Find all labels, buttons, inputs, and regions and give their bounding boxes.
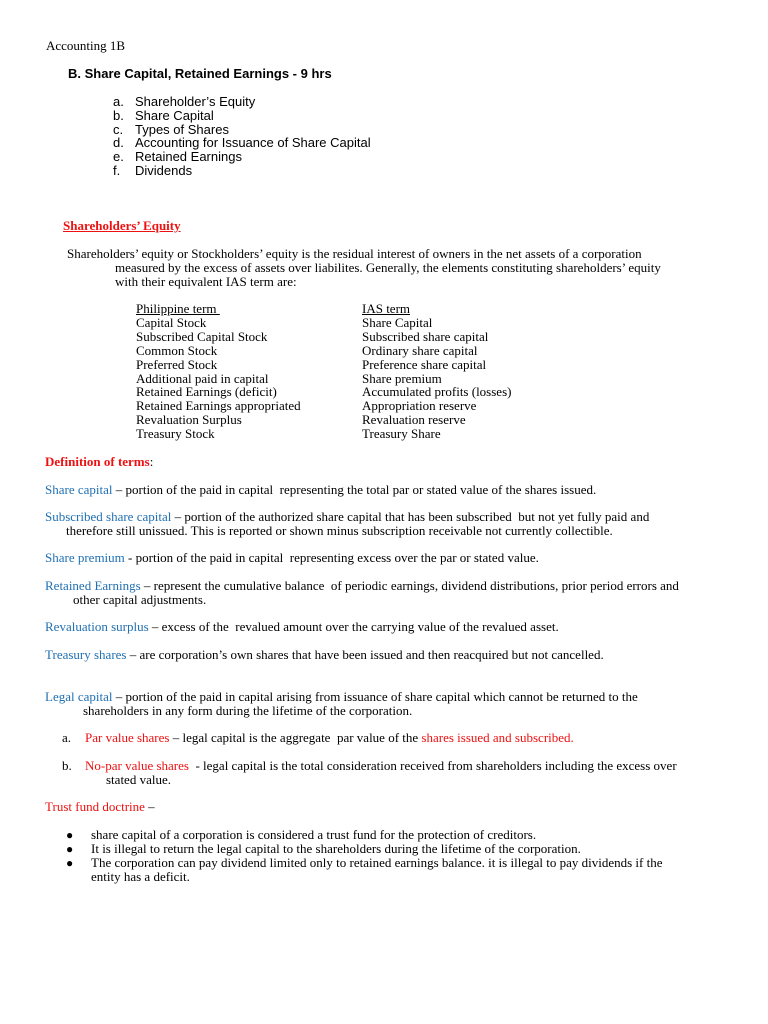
definition-share-capital: [45, 483, 596, 497]
legal-item-letter: a.: [62, 730, 72, 745]
legal-item-letter: b.: [62, 758, 72, 773]
column-header: IAS term: [362, 301, 411, 316]
legal-item-par-value: [85, 731, 574, 745]
definition-revaluation-surplus: [45, 620, 559, 634]
legal-item-no-par-value: [85, 759, 677, 773]
term-label: Subscribed share capital: [45, 509, 172, 524]
bullet-icon: ●: [66, 856, 74, 870]
ias-term-column: [362, 302, 511, 441]
definition-subscribed-share-capital: [45, 510, 649, 524]
table-cell: Retained Earnings appropriated: [136, 398, 301, 414]
table-cell: Capital Stock: [136, 314, 207, 330]
list-item: [113, 123, 371, 137]
list-text: Dividends: [135, 162, 193, 178]
list-item: [113, 150, 371, 164]
list-text: Types of Shares: [135, 121, 229, 137]
term-definition: – excess of the revalued amount over the carrying value of the revalued asset.: [148, 619, 559, 634]
definition-share-premium: [45, 551, 539, 565]
list-letter: a.: [113, 94, 124, 109]
section-heading: B. Share Capital, Retained Earnings - 9 hrs: [68, 66, 332, 81]
list-text: Share Capital: [135, 107, 214, 123]
table-cell: Revaluation reserve: [362, 412, 466, 428]
term-label: Legal capital: [45, 689, 113, 704]
list-text: Retained Earnings: [135, 149, 242, 165]
table-cell: Retained Earnings (deficit): [136, 384, 277, 400]
list-item: [113, 164, 371, 178]
term-label: Par value shares: [85, 730, 170, 745]
table-cell: Additional paid in capital: [136, 370, 269, 386]
bullet-text-continued: entity has a deficit.: [91, 869, 190, 884]
course-title: Accounting 1B: [46, 38, 126, 53]
list-text: Accounting for Issuance of Share Capital: [135, 135, 371, 151]
term-label: Retained Earnings: [45, 578, 141, 593]
table-cell: Share Capital: [362, 314, 433, 330]
bullet-icon: ●: [66, 828, 74, 842]
definition-retained-earnings: [45, 579, 679, 593]
term-label: No-par value shares: [85, 758, 189, 773]
list-letter: c.: [113, 121, 124, 137]
list-item: [113, 136, 371, 150]
definition-legal-capital: [45, 690, 638, 704]
term-highlight: shares issued and subscribed.: [421, 730, 574, 745]
definitions-heading: [45, 455, 153, 469]
bullet-text: It is illegal to return the legal capital to the shareholders during the lifetime of the corporation.: [91, 841, 581, 856]
term-definition: – legal capital is the aggregate par value of the: [169, 730, 422, 745]
table-cell: Share premium: [362, 370, 442, 386]
equity-heading: Shareholders’ Equity: [63, 218, 181, 233]
term-label: Revaluation surplus: [45, 619, 149, 634]
list-item: [113, 95, 371, 109]
intro-line: Shareholders’ equity or Stockholders’ equity is the residual interest of owners in the net assets of a corporation: [67, 246, 642, 261]
list-item: [113, 109, 371, 123]
term-label: Treasury shares: [45, 647, 127, 662]
term-label: Share capital: [45, 482, 113, 497]
term-definition: - legal capital is the total consideration received from shareholders including the excess over: [188, 758, 677, 773]
term-definition: – portion of the paid in capital representing the total par or stated value of the shares issued.: [112, 482, 597, 497]
heading-dash: –: [144, 799, 155, 814]
table-cell: Preferred Stock: [136, 356, 218, 372]
table-cell: Preference share capital: [362, 356, 487, 372]
table-cell: Treasury Stock: [136, 426, 215, 442]
outline-list: [113, 95, 371, 178]
table-cell: Appropriation reserve: [362, 398, 477, 414]
column-header: Philippine term: [136, 301, 220, 316]
term-definition: - portion of the paid in capital representing excess over the par or stated value.: [124, 550, 539, 565]
term-definition-continued: therefore still unissued. This is reported or shown minus subscription receivable not currently collectible.: [66, 523, 613, 538]
trust-fund-heading: [45, 800, 155, 814]
definitions-heading-colon: :: [149, 454, 154, 469]
list-letter: e.: [113, 149, 124, 165]
term-definition: – portion of the paid in capital arising from issuance of share capital which cannot be returned to the: [112, 689, 638, 704]
table-cell: Common Stock: [136, 342, 218, 358]
intro-line: with their equivalent IAS term are:: [115, 274, 297, 289]
table-cell: Subscribed share capital: [362, 328, 489, 344]
term-definition-continued: stated value.: [106, 772, 171, 787]
term-definition-continued: other capital adjustments.: [73, 592, 207, 607]
term-definition-continued: shareholders in any form during the lifetime of the corporation.: [83, 703, 413, 718]
list-letter: f.: [113, 162, 121, 178]
table-cell: Accumulated profits (losses): [362, 384, 512, 400]
intro-line: measured by the excess of assets over liabilites. Generally, the elements constituting shareholders’ equity: [115, 260, 661, 275]
term-definition: – represent the cumulative balance of periodic earnings, dividend distributions, prior period errors and: [140, 578, 679, 593]
table-cell: Treasury Share: [362, 426, 441, 442]
bullet-text: The corporation can pay dividend limited only to retained earnings balance. it is illegal to pay dividends if the: [91, 855, 663, 870]
bullet-text: share capital of a corporation is considered a trust fund for the protection of creditors.: [91, 827, 537, 842]
table-cell: Subscribed Capital Stock: [136, 328, 268, 344]
term-definition: – portion of the authorized share capital that has been subscribed but not yet fully paid and: [171, 509, 650, 524]
definition-treasury-shares: [45, 648, 604, 662]
list-letter: d.: [113, 135, 124, 151]
list-text: Shareholder’s Equity: [135, 94, 256, 109]
bullet-icon: ●: [66, 842, 74, 856]
term-label: Share premium: [45, 550, 125, 565]
list-letter: b.: [113, 107, 124, 123]
philippine-term-column: [136, 302, 301, 441]
definitions-heading-label: Definition of terms: [45, 454, 150, 469]
term-definition: – are corporation’s own shares that have been issued and then reacquired but not cancelled.: [126, 647, 604, 662]
table-cell: Ordinary share capital: [362, 342, 478, 358]
table-cell: Revaluation Surplus: [136, 412, 242, 428]
term-label: Trust fund doctrine: [45, 799, 145, 814]
